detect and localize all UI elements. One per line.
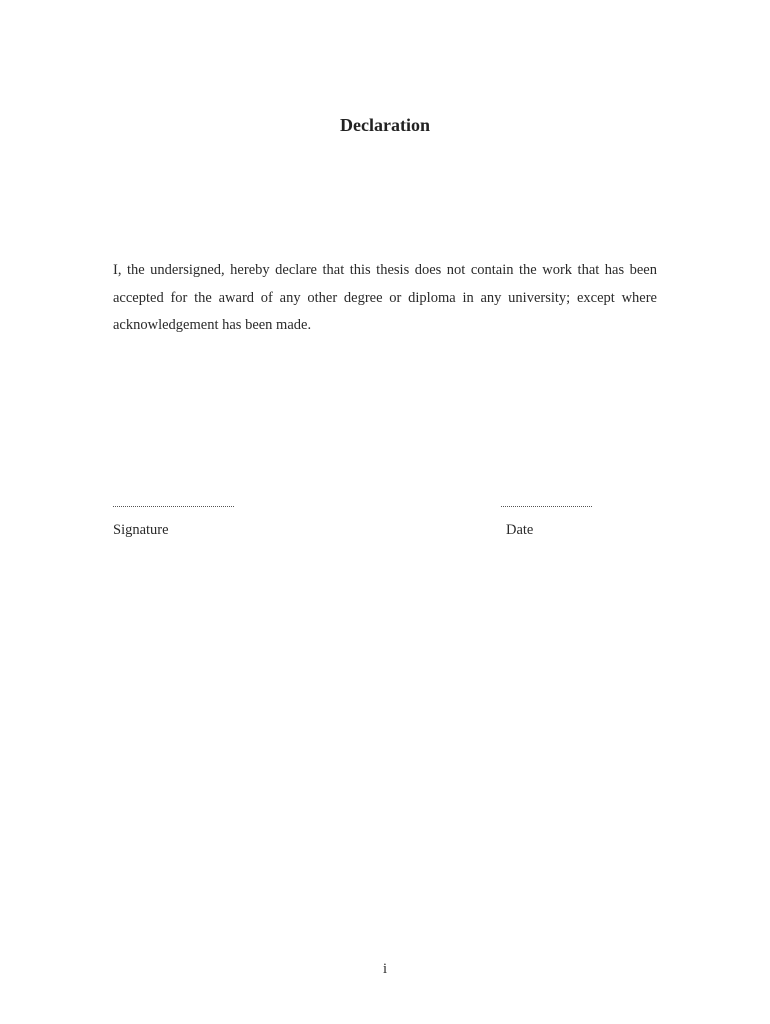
declaration-text: I, the undersigned, hereby declare that this thesis does not contain the work that has been accepted for the award of any other degree or diploma in any university; except where acknowledgement has been made. — [113, 262, 657, 333]
date-line — [501, 506, 592, 507]
signature-block — [113, 506, 234, 539]
signature-line — [113, 506, 234, 507]
page-number: i — [382, 961, 388, 977]
signature-label: Signature — [113, 522, 169, 538]
date-block — [501, 506, 592, 539]
page-title: Declaration — [340, 115, 430, 135]
date-label: Date — [506, 522, 534, 538]
